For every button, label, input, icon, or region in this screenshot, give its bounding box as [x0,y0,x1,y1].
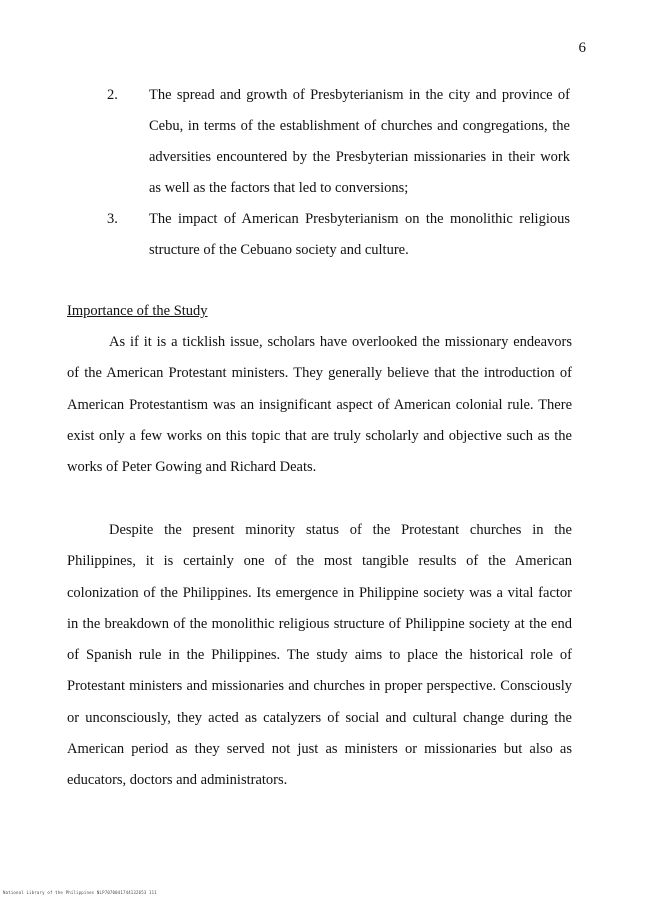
numbered-list [0,80,662,266]
page-number: 6 [578,40,586,56]
body-paragraph: As if it is a ticklish issue, scholars have overlooked the missionary endeavors of the American Protestant ministers. They generally believe that the introduction of American Protestantism was an insignificant aspect of American colonial rule. There exist only a few works on this topic that are truly scholarly and objective such as the works of Peter Gowing and Richard Deats. [67,334,572,476]
list-item-number: 2. [107,87,118,103]
list-item-number: 3. [107,211,118,227]
list-item [0,80,662,204]
list-item [0,204,662,266]
list-item-text: The spread and growth of Presbyterianism in the city and province of Cebu, in terms of the establishment of churches and congregations, the adversities encountered by the Presbyterian missionaries in their work as well as the factors that led to conversions; [149,87,570,196]
list-item-text: The impact of American Presbyterianism on the monolithic religious structure of the Cebuano society and culture. [149,211,570,258]
section-heading: Importance of the Study [67,303,208,319]
footer-watermark: National Library of the Philippines NLP7070041744132653 111 [3,890,157,895]
body-paragraph: Despite the present minority status of the Protestant churches in the Philippines, it is certainly one of the most tangible results of the American colonization of the Philippines. Its emergence in Philippine society was a vital factor in the breakdown of the monolithic religious structure of Philippine society at the end of Spanish rule in the Philippines. The study aims to place the historical role of Protestant ministers and missionaries and churches in proper perspective. Consciously or unconsciously, they acted as catalyzers of social and cultural change during the American period as they served not just as ministers or missionaries but also as educators, doctors and administrators. [67,522,572,789]
